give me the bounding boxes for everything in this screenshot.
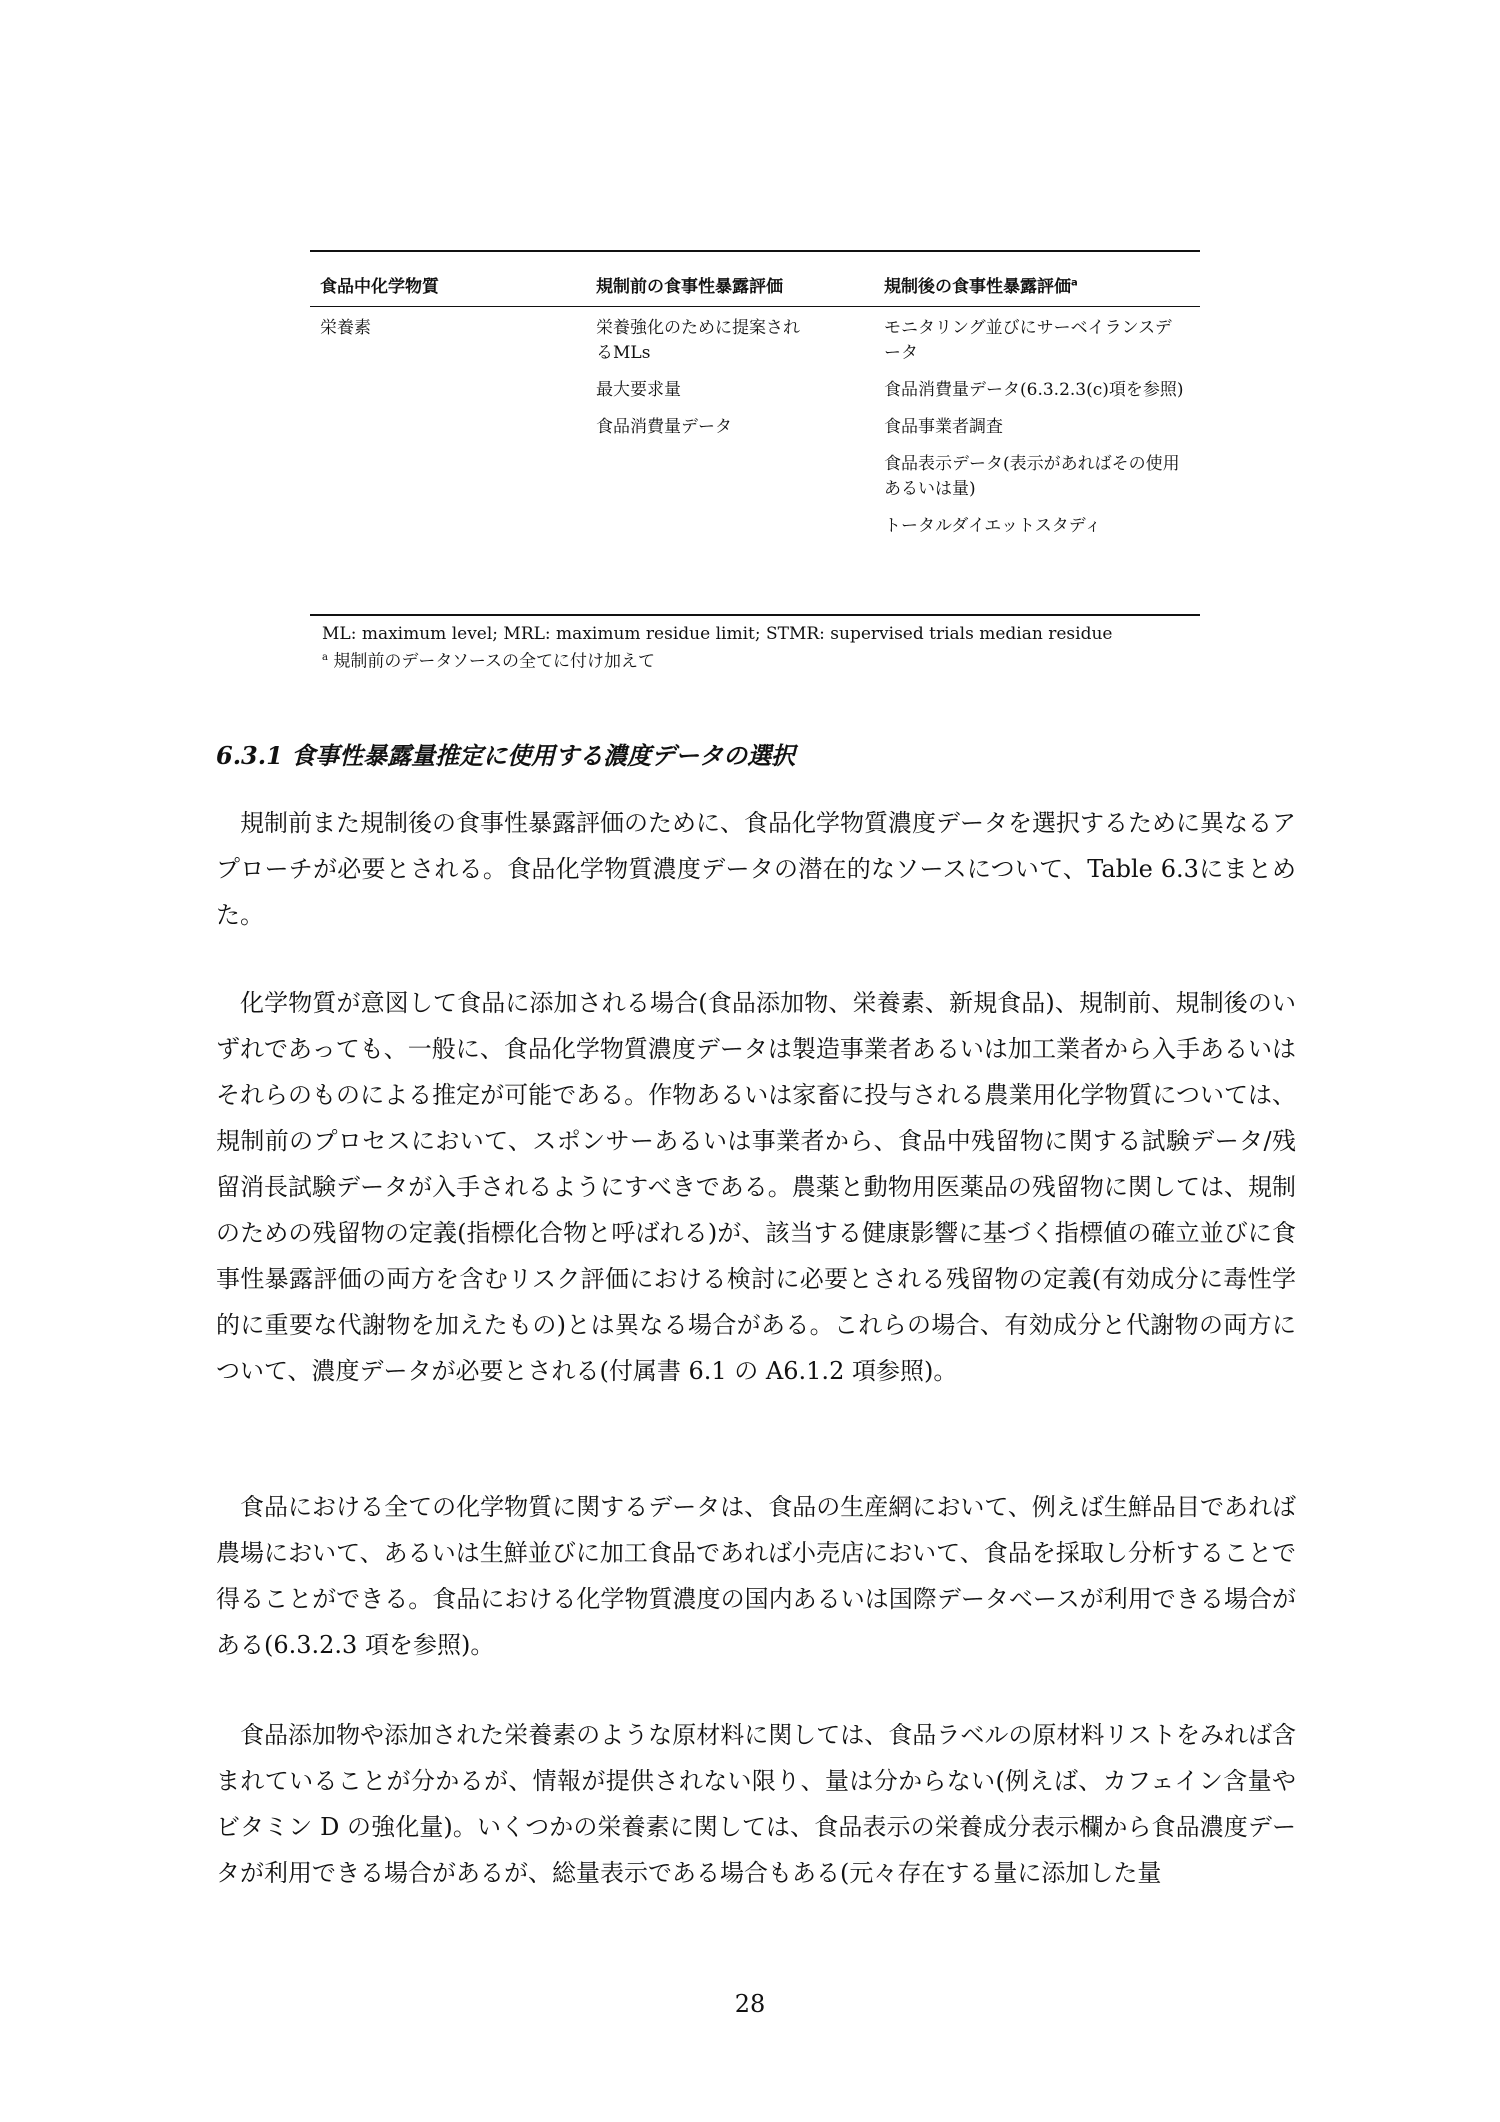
table-header-post-regulation: 規制後の食事性暴露評価$^a$ (884, 277, 1078, 297)
table-list-item: 最大要求量 (596, 380, 681, 400)
table-list-item: 食品消費量データ (596, 417, 732, 437)
paragraph: 規制前また規制後の食事性暴露評価のために、食品化学物質濃度データを選択するために異なるアプローチが必要とされる。食品化学物質濃度データの潜在的なソースについて、Table 6.3にまとめた。 (216, 809, 1296, 929)
table-list-item: 食品消費量データ(6.3.2.3(c)項を参照) (884, 380, 1184, 400)
table-list-item: モニタリング並びにサーベイランスデータ (884, 318, 1172, 363)
paragraph: 化学物質が意図して食品に添加される場合(食品添加物、栄養素、新規食品)、規制前、規制後のいずれであっても、一般に、食品化学物質濃度データは製造事業者あるいは加工業者から入手あるいはそれらのものによる推定が可能である。作物あるいは家畜に投与される農業用化学物質については、規制前のプロセスにおいて、スポンサーあるいは事業者から、食品中残留物に関する試験データ/残留消長試験データが入手されるようにすべきである。農薬と動物用医薬品の残留物に関しては、規制のための残留物の定義(指標化合物と呼ばれる)が、該当する健康影響に基づく指標値の確立並びに食事性暴露評価の両方を含むリスク評価における検討に必要とされる残留物の定義(有効成分に毒性学的に重要な代謝物を加えたもの)とは異なる場合がある。これらの場合、有効成分と代謝物の両方について、濃度データが必要とされる(付属書 6.1 の A6.1.2 項参照)。 (216, 989, 1296, 1385)
table-abbreviation-note: ML: maximum level; MRL: maximum residue limit; STMR: supervised trials median residue (322, 624, 1113, 644)
table-header-footnote-mark: a (1071, 277, 1078, 289)
table-header-chemical: 食品中化学物質 (320, 277, 439, 297)
footnote-mark: a (322, 652, 328, 663)
table-list-item: 栄養強化のために提案されるMLs (596, 318, 800, 363)
paragraph: 食品における全ての化学物質に関するデータは、食品の生産網において、例えば生鮮品目であれば農場において、あるいは生鮮並びに加工食品であれば小売店において、食品を採取し分析することで得ることができる。食品における化学物質濃度の国内あるいは国際データベースが利用できる場合がある(6.3.2.3 項を参照)。 (216, 1493, 1296, 1659)
table-cell-nutrient: 栄養素 (320, 318, 371, 338)
table-list-item: トータルダイエットスタディ (884, 516, 1102, 536)
paragraph: 食品添加物や添加された栄養素のような原材料に関しては、食品ラベルの原材料リストをみれば含まれていることが分かるが、情報が提供されない限り、量は分からない(例えば、カフェイン含量やビタミン D の強化量)。いくつかの栄養素に関しては、食品表示の栄養成分表示欄から食品濃度データが利用できる場合があるが、総量表示である場合もある(元々存在する量に添加した量 (216, 1721, 1296, 1887)
table-list-item: 食品表示データ(表示があればその使用あるいは量) (884, 454, 1180, 499)
table-list-item: 食品事業者調査 (884, 417, 1003, 437)
section-heading: 6.3.1 食事性暴露量推定に使用する濃度データの選択 (216, 741, 796, 770)
table-cell-pre-regulation-list (596, 316, 806, 452)
table-header-pre-regulation: 規制前の食事性暴露評価 (596, 277, 783, 297)
table-header-rule (310, 306, 1200, 307)
page-number: 28 (734, 1990, 766, 2018)
table-cell-post-regulation-list (884, 316, 1184, 551)
table-top-rule (310, 250, 1200, 252)
table-bottom-rule (310, 614, 1200, 616)
table-footnote: $^a$ 規制前のデータソースの全てに付け加えて (322, 651, 656, 672)
